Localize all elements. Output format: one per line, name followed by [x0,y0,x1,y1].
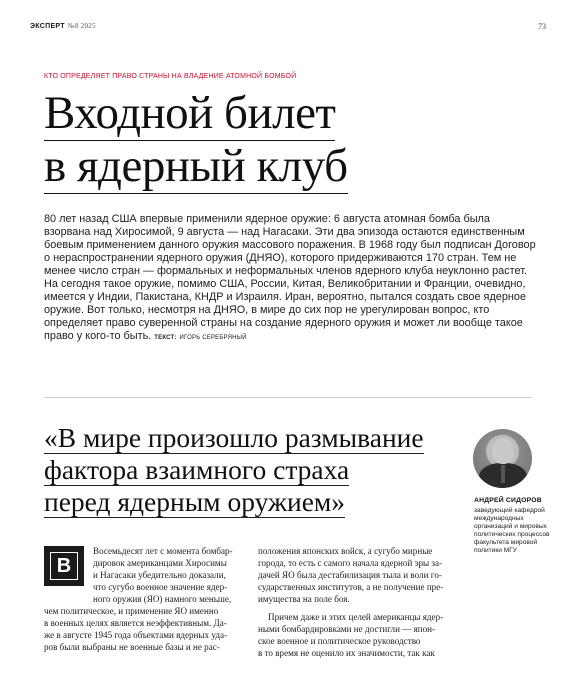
body-line: ными бомбардировками не достигли — япон- [258,624,436,634]
byline-author: ИГОРЬ СЕРЕБРЯНЫЙ [179,335,247,341]
body-line: что сугубо военное значение ядер- [93,582,228,592]
magazine-name: ЭКСПЕРТ №8 2025 [30,22,96,30]
lead-paragraph [44,213,536,345]
kicker: КТО ОПРЕДЕЛЯЕТ ПРАВО СТРАНЫ НА ВЛАДЕНИЕ АТОМНОЙ БОМБОЙ [44,73,297,80]
page-header [30,22,546,34]
page-number: 73 [538,22,546,31]
byline-label: ТЕКСТ: [154,335,177,341]
issue-number: №8 2025 [67,22,96,30]
body-line: же в августе 1945 года объектами ядерных уда- [44,630,228,640]
body-line: в то время не оценило их значимости, так как [258,648,435,658]
headline-line-2: в ядерный клуб [44,140,348,192]
body-line: ров были выбраны не военные базы и не рас- [44,642,220,652]
body-line: дачей ЯО была дестабилизация тыла и воли го- [258,570,442,580]
body-line: чем политическое, и применение ЯО именно [44,606,219,616]
quote-line-2: фактора взаимного страха [44,454,350,485]
section-divider [44,397,532,398]
body-line: имущества на поле боя. [258,594,350,604]
body-line: в военных целях является неэффективным. Да- [44,618,227,628]
expert-role: заведующий кафедрой международных организаций и мировых политических процессов факультета мировой политики МГУ [474,507,550,554]
lead-text: 80 лет назад США впервые применили ядерное оружие: 6 августа атомная бомба была взорвана над Хиросимой, 9 августа — над Нагасаки. Эти два эпизода остаются единственным боевым применением данного оружия массового поражения. В 1968 году был подписан Договор о нераспространении ядерного оружия (ДНЯО), которого придерживаются 170 стран. Тем не менее число стран — формальных и неформальных членов ядерного клуба неуклонно растет. На сегодня такое оружие, помимо США, России, Китая, Великобритании и Франции, очевидно, имеется у Индии, Пакистана, КНДР и Израиля. Иран, вероятно, пытался создать свое ядерное оружие. Вот только, несмотря на ДНЯО, в мире до сих пор не урегулирован вопрос, кто определяет право суверенной страны на создание ядерного оружия и может ли вообще такое право у кого-то быть. [44,213,536,342]
body-line: Причем даже и этих целей американцы ядер- [268,612,444,622]
body-line: Восемьдесят лет с момента бомбар- [93,546,233,556]
article-headline [44,87,524,196]
body-line: ское военное и политическое руководство [258,636,421,646]
body-line: и Нагасаки убедительно доказали, [93,570,226,580]
body-line: ного оружия (ЯО) намного меньше, [93,594,232,604]
body-line: положения японских войск, а сугубо мирные [258,546,433,556]
body-column-1 [44,545,233,653]
body-line: города, то есть с самого начала ядерной эры за- [258,558,443,568]
body-line: дировок американцами Хиросимы [93,558,227,568]
headline-line-1: Входной билет [44,87,336,139]
quote-line-3: перед ядерным оружием» [44,486,346,517]
pull-quote [44,422,469,518]
expert-name: АНДРЕЙ СИДОРОВ [474,497,542,504]
body-line: сударственных институтов, а не получение пре- [258,582,444,592]
expert-photo [473,429,532,488]
quote-line-1: «В мире произошло размывание [44,422,424,453]
drop-cap-letter: В [50,552,78,580]
body-column-2 [258,545,443,659]
